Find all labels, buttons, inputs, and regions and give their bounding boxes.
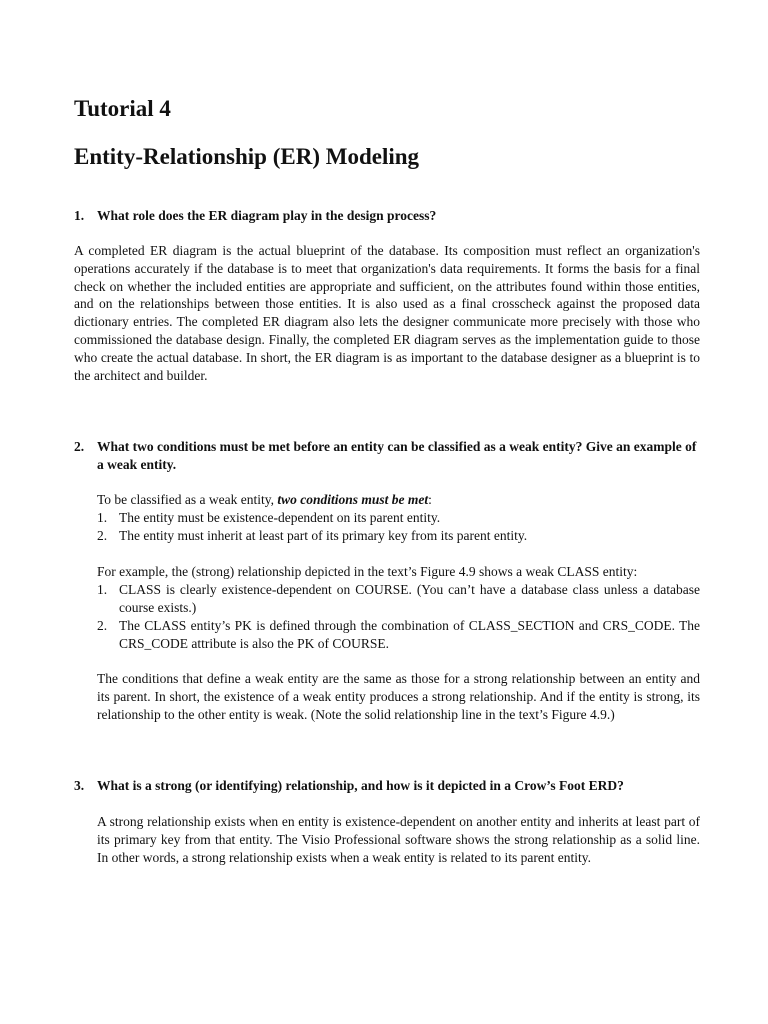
weak-entity-intro-pre: To be classified as a weak entity, [97,492,278,507]
weak-entity-intro [97,491,432,509]
question-3-text: What is a strong (or identifying) relationship, and how is it depicted in a Crow’s Foot ERD? [97,778,624,793]
question-2-text: What two conditions must be met before an entity can be classified as a weak entity? Give an example of a weak entity. [97,439,697,472]
answer-1-paragraph: A completed ER diagram is the actual blueprint of the database. Its composition must reflect an organization's operations accurately if the database is to meet that organization's data requirements. It forms the basis for a final check on whether the included entities are appropriate and sufficient, on the attributes found within those entities, and on the relationships between those entities. It is also used as a final crosscheck against the proposed data dictionary entries. The completed ER diagram also lets the designer communicate more precisely with those who commissioned the database design. Finally, the completed ER diagram serves as the implementation guide to those who create the actual database. In short, the ER diagram is as important to the database designer as a blueprint is to the architect and builder. [74,243,700,383]
document-subtitle: Entity-Relationship (ER) Modeling [74,144,420,169]
example-item [97,617,700,653]
condition-item [97,527,700,545]
example-item-text: CLASS is clearly existence-dependent on COURSE. (You can’t have a database class unless a database course exists.) [119,582,700,615]
question-1-text: What role does the ER diagram play in the design process? [97,208,437,223]
question-2-number: 2. [74,439,85,454]
question-1-number: 1. [74,208,85,223]
example-intro: For example, the (strong) relationship depicted in the text’s Figure 4.9 shows a weak CLASS entity: [97,564,638,579]
weak-entity-closing-paragraph: The conditions that define a weak entity are the same as those for a strong relationship between an entity and its parent. In short, the existence of a weak entity produces a strong relationship. And if the entity is strong, its relationship to the other entity is weak. (Note the solid relationship line in the text’s Figure 4.9.) [97,671,700,722]
example-item-number: 1. [97,582,108,597]
example-item-number: 2. [97,618,108,633]
question-3-heading [74,777,704,795]
document-title: Tutorial 4 [74,96,171,121]
condition-item-text: The entity must inherit at least part of its primary key from its parent entity. [119,528,528,543]
example-item-text: The CLASS entity’s PK is defined through the combination of CLASS_SECTION and CRS_CODE. The CRS_CODE attribute is also the PK of COURSE. [119,618,700,651]
weak-entity-intro-emphasis: two conditions must be met [277,492,429,507]
example-item [97,581,700,617]
weak-entity-intro-post: : [428,492,432,507]
condition-item-number: 1. [97,510,108,525]
condition-item [97,509,700,527]
question-2-heading [74,438,704,474]
answer-3-paragraph: A strong relationship exists when en entity is existence-dependent on another entity and inherits at least part of its primary key from that entity. The Visio Professional software shows the strong relationship as a solid line. In other words, a strong relationship exists when a weak entity is related to its parent entity. [97,814,700,865]
condition-item-number: 2. [97,528,108,543]
question-3-number: 3. [74,778,85,793]
condition-item-text: The entity must be existence-dependent on its parent entity. [119,510,441,525]
question-1-heading [74,207,704,225]
